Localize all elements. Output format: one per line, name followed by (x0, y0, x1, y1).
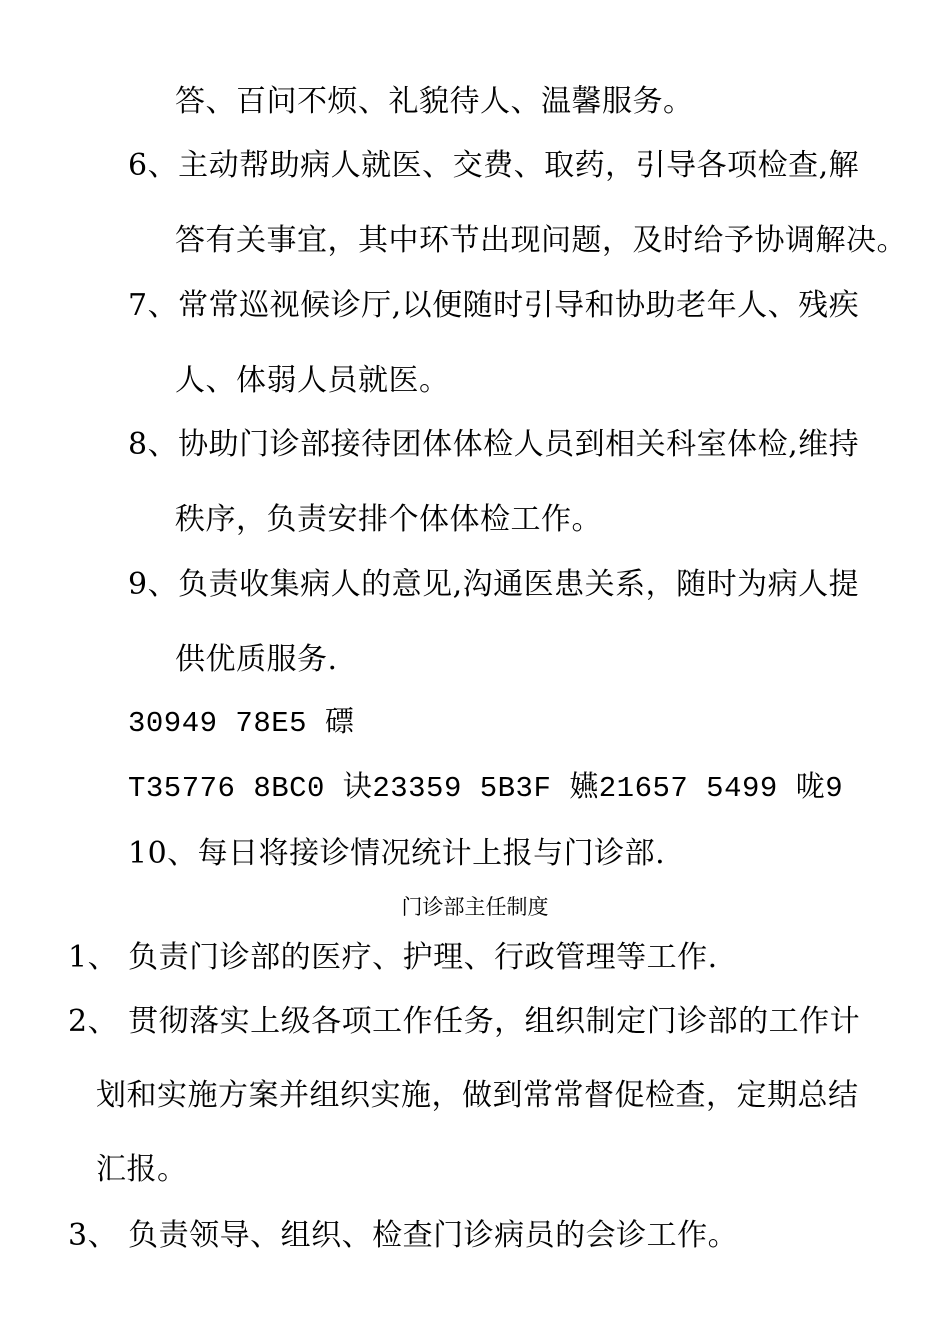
list-item-7: 7、常常巡视候诊厅,以便随时引导和协助老年人、残疾 (128, 288, 860, 323)
code-line: T35776 8BC0 诀23359 5B3F 嬿21657 5499 咙9 (128, 772, 844, 805)
text-line: 汇报。 (96, 1152, 188, 1187)
list-item-10: 10、每日将接诊情况统计上报与门诊部. (128, 836, 666, 871)
list-item-3: 3、 负责领导、组织、检查门诊病员的会诊工作。 (68, 1218, 739, 1253)
text-line: 人、体弱人员就医。 (175, 363, 450, 398)
list-item-9: 9、负责收集病人的意见,沟通医患关系，随时为病人提 (128, 567, 860, 602)
list-item-2: 2、 贯彻落实上级各项工作任务，组织制定门诊部的工作计 (68, 1004, 861, 1039)
list-item-1: 1、 负责门诊部的医疗、护理、行政管理等工作. (68, 940, 718, 975)
list-item-6: 6、主动帮助病人就医、交费、取药，引导各项检查,解 (128, 148, 860, 183)
text-line: 供优质服务. (175, 642, 338, 677)
text-line: 秩序，负责安排个体体检工作。 (175, 502, 602, 537)
section-title: 门诊部主任制度 (401, 895, 549, 919)
text-line: 划和实施方案并组织实施，做到常常督促检查，定期总结 (96, 1078, 859, 1113)
text-line: 答有关事宜，其中环节出现问题，及时给予协调解决。 (175, 223, 907, 258)
list-item-8: 8、协助门诊部接待团体体检人员到相关科室体检,维持 (128, 427, 860, 462)
code-line: 30949 78E5 磦 (128, 707, 355, 740)
text-line: 答、百问不烦、礼貌待人、温馨服务。 (175, 84, 694, 119)
